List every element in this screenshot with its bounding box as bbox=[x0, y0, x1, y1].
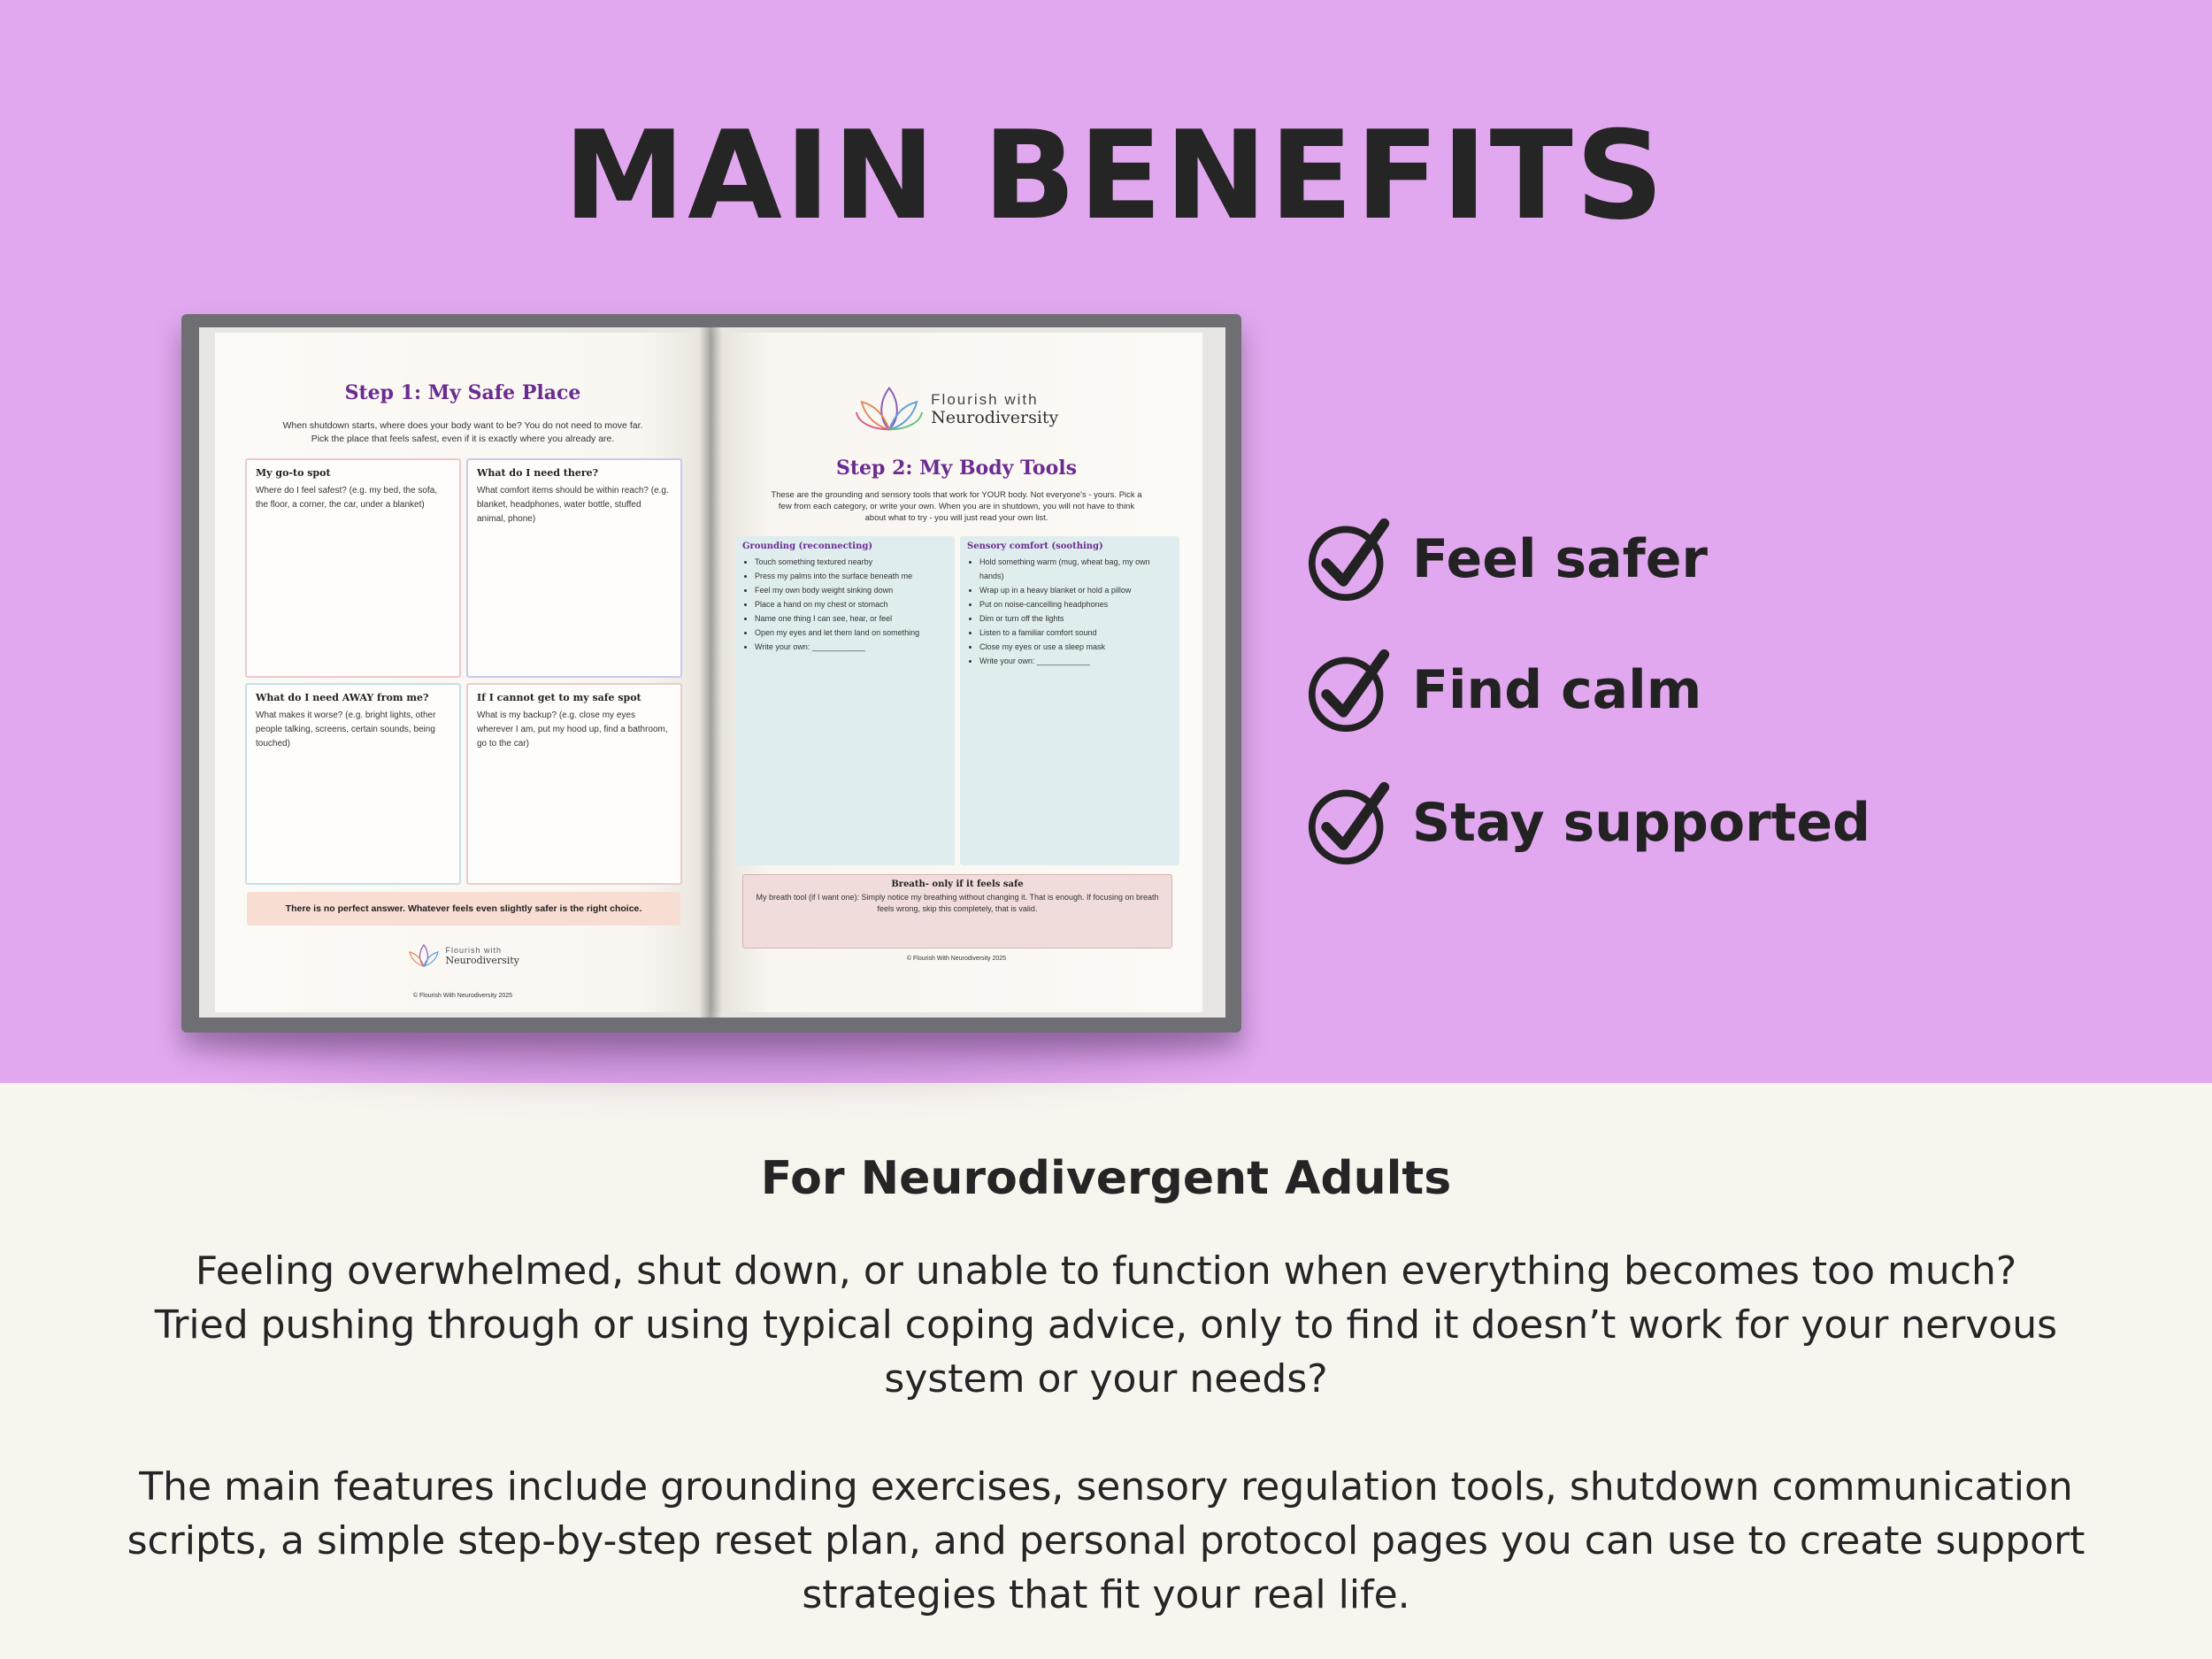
logo-text-top: Flourish with bbox=[445, 946, 503, 955]
list-item: • Name one thing I can see, hear, or feel bbox=[755, 611, 948, 626]
check-circle-icon bbox=[1308, 517, 1393, 602]
intro-line: When shutdown starts, where does your body want to be? You do not need to move far. bbox=[282, 420, 643, 431]
box-text: What is my backup? (e.g. close my eyes wherever I am, put my hood up, find a bathroom, go to the car) bbox=[477, 710, 668, 749]
right-page-intro bbox=[735, 489, 1178, 524]
benefit-item-stay-supported bbox=[1308, 779, 1870, 867]
box-text: What comfort items should be within reach? (e.g. blanket, headphones, water bottle, stuffed animal, phone) bbox=[477, 486, 669, 524]
right-page-copyright: © Flourish With Neurodiversity 2025 bbox=[906, 956, 1007, 962]
logo-text-top: Flourish with bbox=[931, 391, 1039, 408]
box-heading: If I cannot get to my safe spot bbox=[477, 692, 641, 703]
intro-line: about what to try - you will just read your own list. bbox=[864, 513, 1048, 523]
list-item: • Write your own: ____________ bbox=[979, 654, 1172, 668]
prompt-box-backup bbox=[466, 683, 682, 885]
paragraph-line: The main features include grounding exercises, sensory regulation tools, shutdown communication bbox=[139, 1464, 2073, 1509]
intro-line: Pick the place that feels safest, even if it is exactly where you already are. bbox=[311, 434, 615, 444]
paragraph-line: system or your needs? bbox=[884, 1356, 1328, 1402]
list-item: • Open my eyes and let them land on something bbox=[755, 626, 948, 640]
sensory-column bbox=[960, 536, 1179, 865]
box-heading: What do I need there? bbox=[477, 467, 599, 479]
prompt-box-go-to-spot bbox=[245, 458, 461, 678]
breath-heading: Breath- only if it feels safe bbox=[891, 879, 1024, 889]
check-circle-icon bbox=[1308, 780, 1393, 865]
list-item: • Close my eyes or use a sleep mask bbox=[979, 640, 1172, 654]
lotus-icon bbox=[855, 384, 924, 434]
paragraph-line: Tried pushing through or using typical coping advice, only to find it doesn’t work for your nervous bbox=[154, 1302, 2058, 1348]
list-item: • Listen to a familiar comfort sound bbox=[979, 626, 1172, 640]
intro-line: few from each category, or write your own. When you are in shutdown, you will not have to think bbox=[778, 502, 1135, 511]
left-page-title: Step 1: My Safe Place bbox=[344, 381, 581, 404]
list-item: • Dim or turn off the lights bbox=[979, 611, 1172, 626]
list-item: • Press my palms into the surface beneath me bbox=[755, 569, 948, 583]
list-item: • Write your own: ____________ bbox=[755, 640, 948, 654]
logo-text-bottom: Neurodiversity bbox=[445, 955, 519, 966]
benefit-label: Stay supported bbox=[1412, 792, 1870, 854]
right-page-title: Step 2: My Body Tools bbox=[835, 457, 1077, 480]
book-right-page bbox=[710, 333, 1202, 1012]
paragraph-line: scripts, a simple step-by-step reset plan, and personal protocol pages you can use to create support bbox=[127, 1518, 2085, 1563]
intro-line: These are the grounding and sensory tools that work for YOUR body. Not everyone's - yours. Pick a bbox=[771, 490, 1142, 500]
left-page-intro bbox=[233, 419, 693, 446]
benefit-item-find-calm bbox=[1308, 646, 1701, 734]
list-item: • Wrap up in a heavy blanket or hold a pillow bbox=[979, 583, 1172, 597]
box-heading: What do I need AWAY from me? bbox=[256, 692, 429, 703]
brand-logo bbox=[710, 384, 1202, 434]
breath-box bbox=[742, 874, 1172, 949]
list-item: • Hold something warm (mug, wheat bag, my own hands) bbox=[979, 555, 1172, 583]
box-text: What makes it worse? (e.g. bright lights, other people talking, screens, certain sounds, being touched) bbox=[256, 710, 436, 749]
benefit-label: Find calm bbox=[1412, 659, 1702, 721]
features-paragraph bbox=[0, 1460, 2212, 1622]
box-heading: My go-to spot bbox=[256, 467, 331, 479]
column-heading: Sensory comfort (soothing) bbox=[967, 541, 1103, 551]
box-text: Where do I feel safest? (e.g. my bed, the sofa, the floor, a corner, the car, under a blanket) bbox=[256, 486, 438, 510]
check-circle-icon bbox=[1308, 648, 1393, 733]
list-item: • Put on noise-cancelling headphones bbox=[979, 597, 1172, 611]
brand-logo-small bbox=[215, 943, 710, 968]
book-spine bbox=[699, 327, 722, 1018]
lotus-icon bbox=[406, 943, 442, 968]
prompt-box-need-away bbox=[245, 683, 461, 885]
grounding-list bbox=[742, 555, 948, 654]
paragraph-line: strategies that fit your real life. bbox=[802, 1572, 1410, 1617]
book-left-page bbox=[215, 333, 710, 1012]
reassurance-note: There is no perfect answer. Whatever feels even slightly safer is the right choice. bbox=[247, 892, 680, 926]
left-page-copyright: © Flourish With Neurodiversity 2025 bbox=[412, 993, 513, 999]
benefit-label: Feel safer bbox=[1412, 528, 1708, 590]
problem-paragraph bbox=[0, 1244, 2212, 1406]
logo-text-bottom: Neurodiversity bbox=[931, 408, 1059, 427]
audience-heading: For Neurodivergent Adults bbox=[760, 1152, 1452, 1205]
prompt-box-need-there bbox=[466, 458, 682, 678]
list-item: • Place a hand on my chest or stomach bbox=[755, 597, 948, 611]
sensory-list bbox=[967, 555, 1172, 668]
breath-text: My breath tool (if I want one): Simply notice my breathing without changing it. That is enough. If focusing on breath feels wrong, skip this completely, that is valid. bbox=[756, 893, 1159, 913]
column-heading: Grounding (reconnecting) bbox=[742, 541, 873, 551]
grounding-column bbox=[735, 536, 955, 865]
page-title: MAIN BENEFITS bbox=[563, 104, 1667, 247]
list-item: • Feel my own body weight sinking down bbox=[755, 583, 948, 597]
list-item: • Touch something textured nearby bbox=[755, 555, 948, 569]
paragraph-line: Feeling overwhelmed, shut down, or unable to function when everything becomes too much? bbox=[195, 1248, 2017, 1294]
benefit-item-feel-safer bbox=[1308, 515, 1708, 603]
